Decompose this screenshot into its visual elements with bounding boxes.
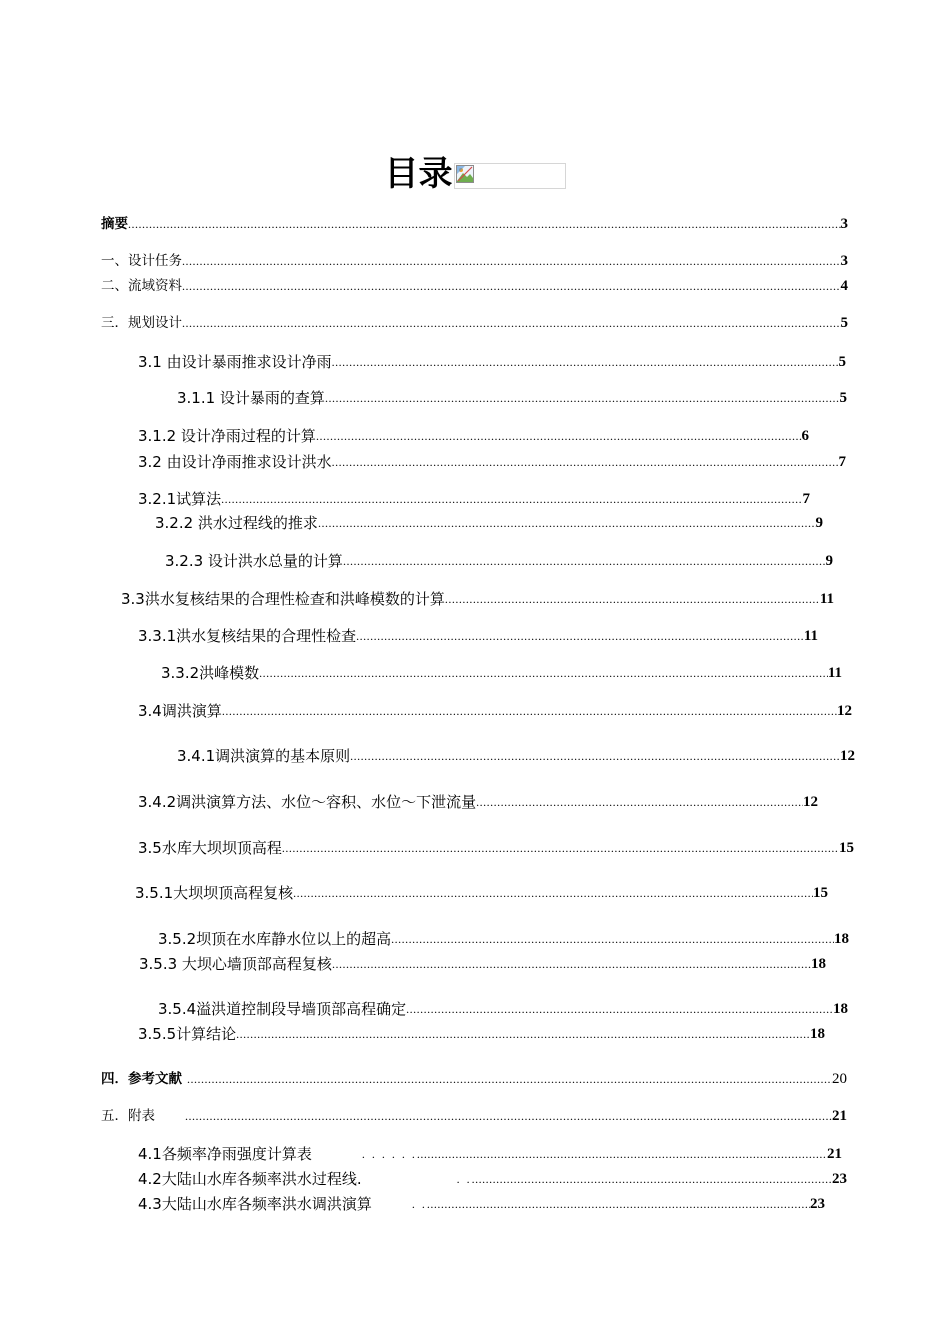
toc-leader-dots (221, 491, 802, 507)
toc-entry-3-2-1[interactable] (138, 487, 810, 509)
toc-entry-page: 23 (810, 1196, 825, 1212)
toc-entry-page: 4 (840, 278, 848, 294)
toc-entry-3-4-1[interactable] (177, 744, 855, 766)
toc-leader-dots (332, 956, 811, 972)
toc-leader-gap: . . (371, 1197, 427, 1211)
toc-entry-label: 3.2 由设计净雨推求设计洪水 (138, 453, 332, 471)
toc-entry-page: 23 (832, 1171, 847, 1187)
toc-entry-label: 3.4.1调洪演算的基本原则 (177, 747, 351, 765)
toc-leader-dots (185, 1108, 832, 1124)
toc-leader-dots (406, 1001, 833, 1017)
toc-entry-label: 3.2.1试算法 (138, 490, 222, 508)
toc-entry-label: 3.3.2洪峰模数 (161, 664, 260, 682)
toc-entry-label: 3.1.1 设计暴雨的查算 (177, 389, 325, 407)
toc-leader-dots (472, 1171, 832, 1187)
toc-leader-dots (259, 665, 828, 681)
toc-leader-dots (187, 1071, 832, 1087)
toc-entry-abstract[interactable] (101, 212, 848, 234)
toc-entry-4-1[interactable] (138, 1142, 842, 1164)
broken-image-icon (456, 165, 474, 183)
toc-leader-gap: . . . . . . (311, 1147, 417, 1161)
toc-leader-dots (356, 628, 804, 644)
toc-leader-dots (332, 354, 839, 370)
toc-leader-dots (182, 315, 841, 331)
toc-leader-gap: . . (361, 1172, 472, 1186)
toc-entry-page: 7 (838, 454, 846, 470)
toc-entry-label: 3.1 由设计暴雨推求设计净雨 (138, 353, 332, 371)
toc-leader-dots (417, 1146, 827, 1162)
toc-entry-3-5-5[interactable] (138, 1022, 825, 1044)
toc-entry-page: 6 (801, 428, 809, 444)
toc-entry-label: 3.2.2 洪水过程线的推求 (155, 514, 318, 532)
toc-leader-dots (325, 390, 840, 406)
toc-entry-page: 18 (833, 1001, 848, 1017)
toc-entry-3-5-2[interactable] (158, 927, 849, 949)
toc-entry-label: 3.5.1大坝坝顶高程复核 (135, 884, 294, 902)
toc-entry-3-4[interactable] (138, 699, 852, 721)
toc-entry-page: 21 (832, 1108, 847, 1124)
toc-entry-3-5[interactable] (138, 836, 854, 858)
toc-entry-page: 9 (825, 553, 833, 569)
toc-entry-label: 3.5.3 大坝心墙顶部高程复核 (139, 955, 332, 973)
toc-entry-label: 3.4调洪演算 (138, 702, 222, 720)
toc-entry-label: 4.2大陆山水库各频率洪水过程线. (138, 1170, 362, 1188)
toc-entry-4-2[interactable] (138, 1167, 847, 1189)
toc-entry-label: 4.1各频率净雨强度计算表 (138, 1145, 312, 1163)
toc-entry-planning-design[interactable] (101, 311, 848, 333)
toc-entry-label: 3.5.4溢洪道控制段导墙顶部高程确定 (158, 1000, 407, 1018)
toc-entry-3-5-3[interactable] (139, 952, 826, 974)
toc-leader-dots (318, 515, 816, 531)
toc-leader-dots (182, 253, 841, 269)
toc-leader-gap (155, 1108, 185, 1124)
toc-entry-design-task[interactable] (101, 249, 848, 271)
toc-entry-label: 3.5.2坝顶在水库静水位以上的超高 (158, 930, 392, 948)
toc-entry-page: 18 (834, 931, 849, 947)
page-title: 目录 (384, 154, 453, 194)
toc-entry-page: 20 (832, 1071, 847, 1087)
toc-entry-label: 一、设计任务 (101, 253, 182, 269)
toc-leader-dots (343, 553, 826, 569)
toc-entry-3-3-2[interactable] (161, 661, 842, 683)
toc-entry-3-3[interactable] (121, 587, 834, 609)
toc-entry-3-2-3[interactable] (165, 549, 833, 571)
toc-entry-page: 18 (810, 1026, 825, 1042)
toc-entry-page: 11 (827, 665, 842, 681)
toc-leader-dots (293, 885, 813, 901)
toc-entry-page: 12 (837, 703, 852, 719)
toc-entry-label: 3.3洪水复核结果的合理性检查和洪峰模数的计算 (121, 590, 445, 608)
toc-entry-label: 3.4.2调洪演算方法、水位～容积、水位～下泄流量 (138, 793, 477, 811)
toc-entry-3-5-1[interactable] (135, 881, 828, 903)
toc-leader-dots (316, 428, 802, 444)
toc-entry-page: 5 (838, 354, 846, 370)
toc-leader-dots (128, 216, 841, 232)
toc-leader-dots (332, 454, 839, 470)
toc-leader-dots (391, 931, 834, 947)
toc-entry-label: 三．规划设计 (101, 315, 182, 331)
broken-image-placeholder (454, 163, 566, 189)
toc-leader-dots (445, 591, 820, 607)
toc-entry-page: 12 (840, 748, 855, 764)
toc-entry-label: 3.1.2 设计净雨过程的计算 (138, 427, 316, 445)
toc-entry-3-5-4[interactable] (158, 997, 848, 1019)
toc-entry-page: 11 (803, 628, 818, 644)
toc-entry-3-2[interactable] (138, 450, 846, 472)
toc-leader-dots (182, 278, 841, 294)
toc-leader-dots (282, 840, 839, 856)
toc-entry-page: 3 (840, 216, 848, 232)
toc-entry-references[interactable] (101, 1067, 847, 1089)
toc-entry-label: 3.2.3 设计洪水总量的计算 (165, 552, 343, 570)
toc-entry-label: 五．附表 (101, 1108, 155, 1124)
toc-entry-label: 4.3大陆山水库各频率洪水调洪演算 (138, 1195, 372, 1213)
toc-entry-3-2-2[interactable] (155, 511, 823, 533)
toc-entry-label: 3.5水库大坝坝顶高程 (138, 839, 282, 857)
toc-leader-dots (427, 1196, 810, 1212)
toc-leader-dots (350, 748, 840, 764)
toc-entry-label: 四．参考文献 (101, 1071, 182, 1087)
toc-entry-label: 3.5.5计算结论 (138, 1025, 237, 1043)
toc-entry-3-3-1[interactable] (138, 624, 818, 646)
toc-entry-3-1[interactable] (138, 350, 846, 372)
toc-leader-dots (236, 1026, 810, 1042)
toc-entry-appendix[interactable] (101, 1104, 847, 1126)
title-block (0, 152, 950, 196)
toc-entry-3-4-2[interactable] (138, 790, 818, 812)
toc-entry-page: 5 (839, 390, 847, 406)
toc-entry-page: 12 (803, 794, 818, 810)
toc-entry-page: 15 (813, 885, 828, 901)
toc-entry-page: 5 (840, 315, 848, 331)
toc-leader-dots (222, 703, 837, 719)
toc-entry-label: 3.3.1洪水复核结果的合理性检查 (138, 627, 357, 645)
toc-entry-page: 15 (839, 840, 854, 856)
toc-entry-label: 摘要 (101, 216, 128, 232)
toc-entry-4-3[interactable] (138, 1192, 825, 1214)
toc-entry-page: 18 (811, 956, 826, 972)
toc-entry-page: 11 (819, 591, 834, 607)
toc-entry-page: 3 (840, 253, 848, 269)
toc-entry-label: 二、流域资料 (101, 278, 182, 294)
toc-leader-dots (476, 794, 803, 810)
toc-entry-page: 21 (827, 1146, 842, 1162)
toc-entry-3-1-2[interactable] (138, 424, 809, 446)
toc-entry-page: 9 (815, 515, 823, 531)
toc-entry-page: 7 (802, 491, 810, 507)
toc-entry-basin-data[interactable] (101, 274, 848, 296)
toc-entry-3-1-1[interactable] (177, 386, 847, 408)
